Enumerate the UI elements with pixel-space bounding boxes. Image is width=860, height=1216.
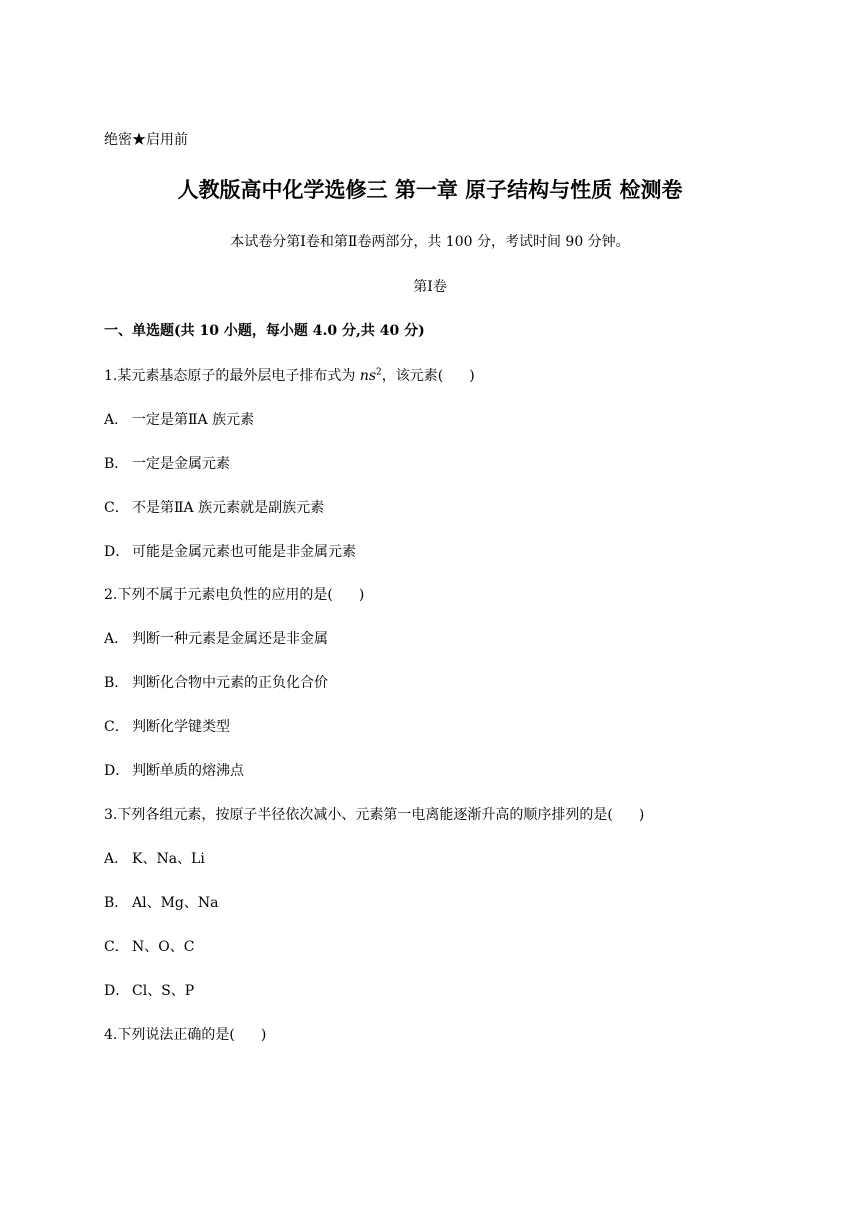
question-2-option-b bbox=[104, 673, 328, 693]
option-letter: C． bbox=[104, 500, 129, 516]
option-text: 判断化学键类型 bbox=[132, 719, 230, 735]
question-3-option-a bbox=[104, 849, 205, 869]
option-letter: C． bbox=[104, 939, 129, 955]
question-1-option-c bbox=[104, 498, 324, 518]
question-1-stem-close: ) bbox=[469, 368, 475, 384]
option-text: 判断单质的熔沸点 bbox=[132, 763, 244, 779]
option-text: Cl、S、P bbox=[132, 983, 195, 999]
question-1-formula: ns bbox=[359, 368, 377, 384]
option-text: 不是第ⅡA 族元素就是副族元素 bbox=[132, 500, 325, 516]
option-letter: A． bbox=[104, 851, 129, 867]
option-text: 判断一种元素是金属还是非金属 bbox=[132, 631, 328, 647]
question-1-formula-sup: 2 bbox=[376, 367, 382, 378]
question-2-option-d bbox=[104, 761, 244, 781]
option-text: K、Na、Li bbox=[132, 851, 205, 867]
exam-title: 人教版高中化学选修三 第一章 原子结构与性质 检测卷 bbox=[177, 178, 683, 202]
option-letter: D． bbox=[104, 983, 130, 999]
option-letter: A． bbox=[104, 631, 129, 647]
question-2-stem bbox=[104, 585, 364, 605]
confidential-label: 绝密★启用前 bbox=[104, 132, 188, 148]
question-3-stem-text: 3.下列各组元素，按原子半径依次减小、元素第一电离能逐渐升高的顺序排列的是( bbox=[104, 807, 613, 823]
option-letter: A． bbox=[104, 412, 129, 428]
option-letter: D． bbox=[104, 763, 130, 779]
question-2-option-a bbox=[104, 629, 328, 649]
option-letter: B． bbox=[104, 456, 129, 472]
option-letter: C． bbox=[104, 719, 129, 735]
exam-instructions: 本试卷分第Ⅰ卷和第Ⅱ卷两部分，共 100 分，考试时间 90 分钟。 bbox=[230, 234, 630, 250]
option-letter: B． bbox=[104, 675, 129, 691]
question-2-stem-close: ) bbox=[358, 587, 365, 603]
question-1-option-a bbox=[104, 410, 254, 430]
question-1-option-b bbox=[104, 454, 230, 474]
option-letter: D． bbox=[104, 544, 130, 560]
question-4-stem-text: 4.下列说法正确的是( bbox=[104, 1027, 235, 1043]
question-1-stem bbox=[104, 366, 475, 386]
question-2-option-c bbox=[104, 717, 230, 737]
question-3-stem-close: ) bbox=[638, 807, 645, 823]
option-text: 一定是第ⅡA 族元素 bbox=[132, 412, 255, 428]
option-letter: B． bbox=[104, 895, 129, 911]
question-1-option-d bbox=[104, 542, 356, 562]
volume-label: 第Ⅰ卷 bbox=[413, 279, 447, 295]
question-1-stem-suffix: ，该元素( bbox=[381, 368, 444, 384]
question-2-stem-text: 2.下列不属于元素电负性的应用的是( bbox=[104, 587, 333, 603]
question-1-stem-prefix: 1.某元素基态原子的最外层电子排布式为 bbox=[104, 368, 360, 384]
option-text: Al、Mg、Na bbox=[132, 895, 219, 911]
option-text: 一定是金属元素 bbox=[132, 456, 230, 472]
option-text: N、O、C bbox=[132, 939, 195, 955]
section-heading: 一、单选题(共 10 小题，每小题 4.0 分,共 40 分) bbox=[104, 323, 425, 339]
question-4-stem-close: ) bbox=[260, 1027, 267, 1043]
question-3-option-c bbox=[104, 937, 194, 957]
question-4-stem bbox=[104, 1025, 266, 1045]
option-text: 可能是金属元素也可能是非金属元素 bbox=[132, 544, 356, 560]
question-3-stem bbox=[104, 805, 644, 825]
question-3-option-b bbox=[104, 893, 218, 913]
question-3-option-d bbox=[104, 981, 194, 1001]
option-text: 判断化合物中元素的正负化合价 bbox=[132, 675, 328, 691]
